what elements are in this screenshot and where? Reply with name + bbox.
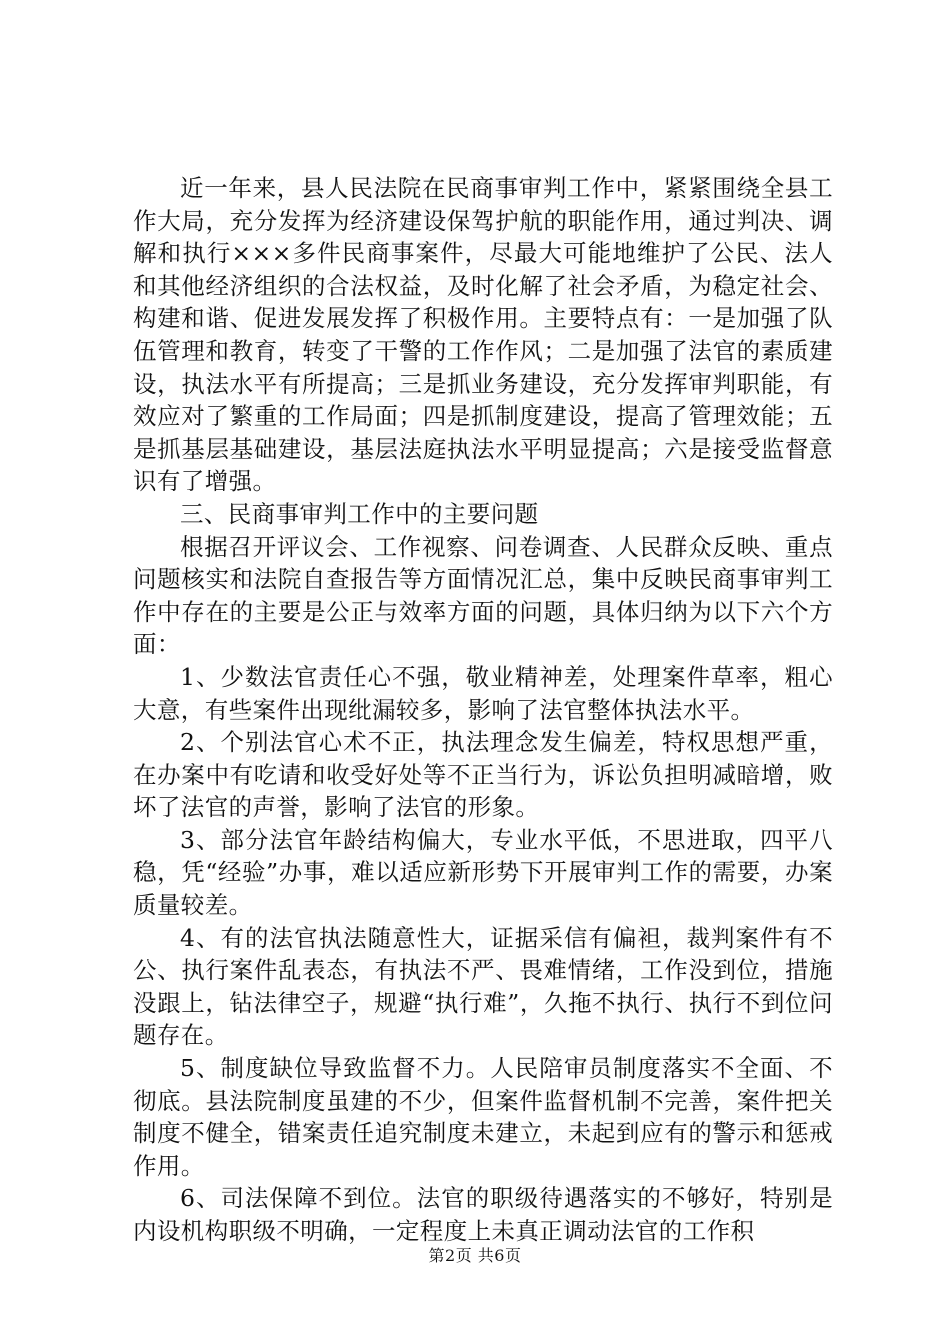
paragraph-item-3: 3、部分法官年龄结构偏大，专业水平低，不思进取，四平八稳，凭“经验”办事，难以适应新形势下开展审判工作的需要，办案质量较差。 (133, 825, 833, 920)
page-footer: 第2页 共6页 (428, 1246, 522, 1265)
paragraph-item-4: 4、有的法官执法随意性大，证据采信有偏袒，裁判案件有不公、执行案件乱表态，有执法不严、畏难情绪，工作没到位，措施没跟上，钻法律空子，规避“执行难”，久拖不执行、执行不到位问题存在。 (133, 923, 833, 1050)
paragraph-summary: 近一年来，县人民法院在民商事审判工作中，紧紧围绕全县工作大局，充分发挥为经济建设保驾护航的职能作用，通过判决、调解和执行×××多件民商事案件，尽最大可能地维护了公民、法人和其他经济组织的合法权益，及时化解了社会矛盾，为稳定社会、构建和谐、促进发展发挥了积极作用。主要特点有：一是加强了队伍管理和教育，转变了干警的工作作风；二是加强了法官的素质建设，执法水平有所提高；三是抓业务建设，充分发挥审判职能，有效应对了繁重的工作局面；四是抓制度建设，提高了管理效能；五是抓基层基础建设，基层法庭执法水平明显提高；六是接受监督意识有了增强。 (133, 174, 833, 496)
paragraph-item-1: 1、少数法官责任心不强，敬业精神差，处理案件草率，粗心大意，有些案件出现纰漏较多，影响了法官整体执法水平。 (133, 662, 833, 724)
paragraph-item-2: 2、个别法官心术不正，执法理念发生偏差，特权思想严重，在办案中有吃请和收受好处等不正当行为，诉讼负担明减暗增，败坏了法官的声誉，影响了法官的形象。 (133, 728, 833, 822)
paragraph-intro: 根据召开评议会、工作视察、问卷调查、人民群众反映、重点问题核实和法院自查报告等方面情况汇总，集中反映民商事审判工作中存在的主要是公正与效率方面的问题，具体归纳为以下六个方面： (133, 532, 833, 659)
section-heading: 三、民商事审判工作中的主要问题 (180, 499, 539, 528)
paragraph-item-5: 5、制度缺位导致监督不力。人民陪审员制度落实不全面、不彻底。县法院制度虽建的不少，但案件监督机制不完善，案件把关制度不健全，错案责任追究制度未建立，未起到应有的警示和惩戒作用。 (133, 1054, 833, 1180)
paragraph-item-6: 6、司法保障不到位。法官的职级待遇落实的不够好，特别是内设机构职级不明确，一定程度上未真正调动法官的工作积 (133, 1184, 833, 1245)
document-body (133, 172, 833, 1248)
